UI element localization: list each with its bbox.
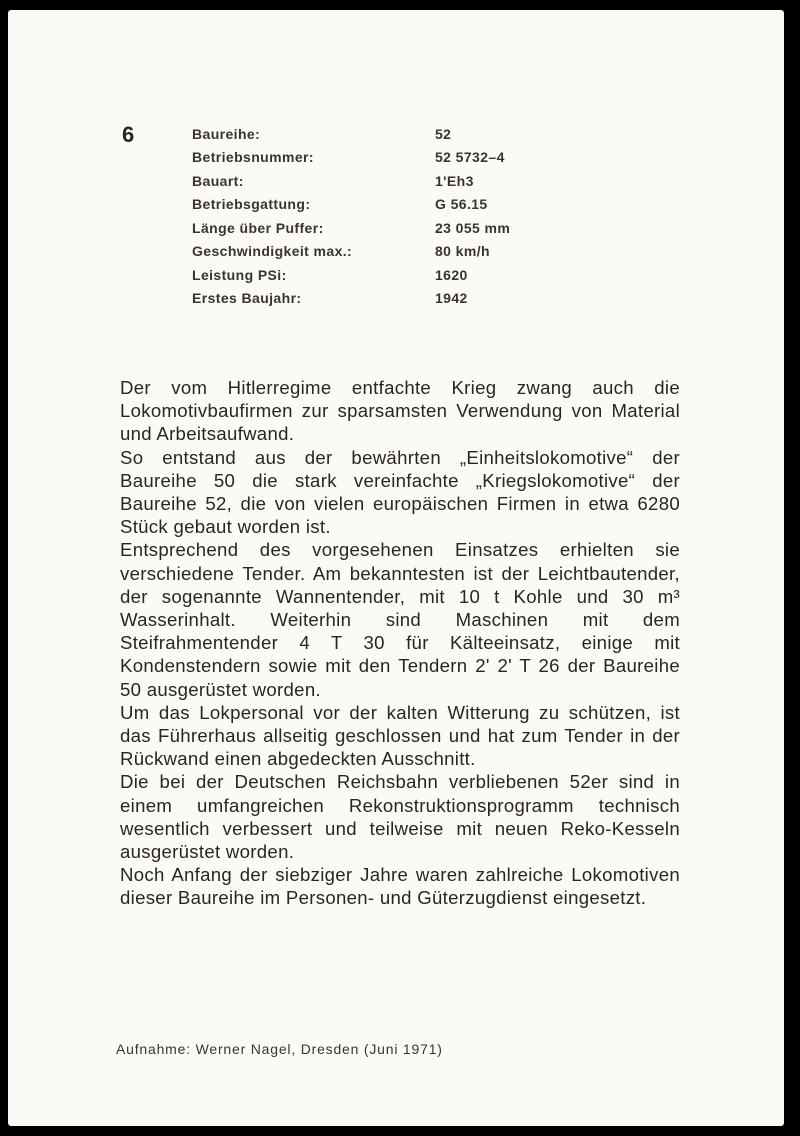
spec-row	[192, 146, 592, 170]
spec-row	[192, 169, 592, 193]
spec-label: Baureihe:	[192, 125, 261, 142]
spec-value: G 56.15	[435, 196, 488, 213]
spec-value: 52 5732–4	[435, 149, 505, 166]
spec-row	[192, 216, 592, 240]
paragraph: Um das Lokpersonal vor der kalten Witterung zu schützen, ist das Führerhaus allseitig geschlossen und hat zum Tender in der Rückwand einen abgedeckten Ausschnitt.	[120, 701, 680, 770]
spec-value: 1620	[435, 266, 468, 283]
paragraph: Entsprechend des vorgesehenen Einsatzes erhielten sie verschiedene Tender. Am bekanntesten ist der Leichtbautender, der sogenannte Wannentender, mit 10 t Kohle und 30 m³ Wasserinhalt. Weiterhin sind Maschinen mit dem Steifrahmentender 4 T 30 für Kälteeinsatz, einige mit Kondenstendern sowie mit den Tendern 2' 2' T 26 der Baureihe 50 ausgerüstet worden.	[120, 539, 680, 700]
spec-row	[192, 287, 592, 311]
spec-value: 1942	[435, 290, 468, 307]
spec-label: Erstes Baujahr:	[192, 290, 302, 307]
spec-label: Geschwindigkeit max.:	[192, 243, 353, 260]
postcard-back	[8, 10, 784, 1126]
paragraph: Der vom Hitlerregime entfachte Krieg zwang auch die Lokomotivbaufirmen zur sparsamsten Verwendung von Material und Arbeitsaufwand.	[120, 377, 680, 445]
paragraph: Noch Anfang der siebziger Jahre waren zahlreiche Lokomotiven dieser Baureihe im Personen- und Güterzugdienst eingesetzt.	[120, 864, 680, 909]
spec-row	[192, 263, 592, 287]
spec-label: Leistung PSi:	[192, 266, 287, 283]
description-text	[120, 376, 680, 910]
spec-row	[192, 122, 592, 146]
spec-value: 1'Eh3	[435, 172, 474, 189]
spec-label: Betriebsgattung:	[192, 196, 311, 213]
paragraph: Die bei der Deutschen Reichsbahn verbliebenen 52er sind in einem umfangreichen Rekonstruktionsprogramm technisch wesentlich verbessert und teilweise mit neuen Reko-Kesseln ausgerüstet worden.	[120, 771, 680, 863]
spec-value: 80 km/h	[435, 243, 490, 260]
spec-value: 52	[435, 125, 452, 142]
spec-label: Bauart:	[192, 172, 244, 189]
photo-credit: Aufnahme: Werner Nagel, Dresden (Juni 1971)	[116, 1041, 443, 1057]
paragraph: So entstand aus der bewährten „Einheitslokomotive“ der Baureihe 50 die stark vereinfachte „Kriegslokomotive“ der Baureihe 52, die von vielen europäischen Firmen in etwa 6280 Stück gebaut worden ist.	[120, 446, 680, 538]
spec-row	[192, 193, 592, 217]
spec-row	[192, 240, 592, 264]
spec-label: Länge über Puffer:	[192, 219, 324, 236]
spec-label: Betriebsnummer:	[192, 149, 314, 166]
spec-table	[192, 122, 592, 310]
card-number: 6	[122, 122, 135, 147]
spec-value: 23 055 mm	[435, 219, 511, 236]
